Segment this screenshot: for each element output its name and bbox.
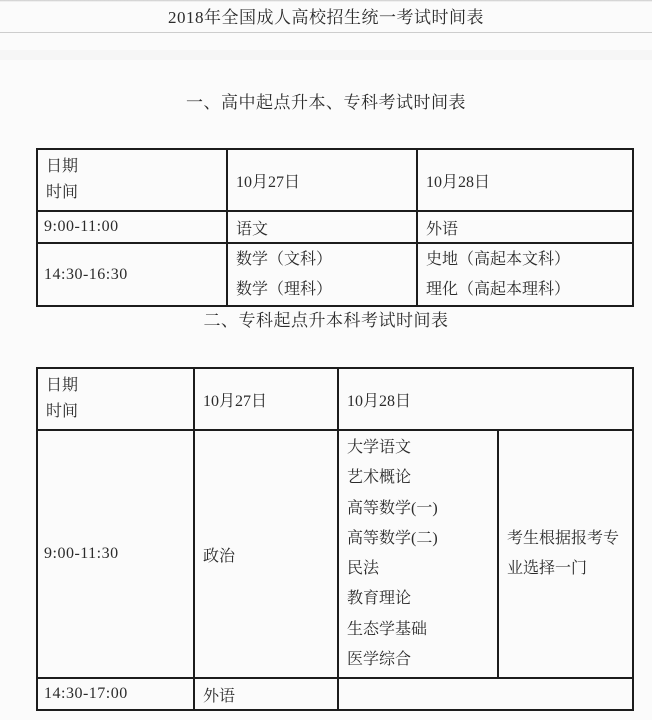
- subject-item: 大学语文: [347, 439, 412, 456]
- table2-afternoon-row: [37, 678, 633, 710]
- table1-afternoon-row: [37, 243, 633, 306]
- table1-morning-time: 9:00-11:00: [37, 211, 227, 243]
- table2-afternoon-oct27-subject: 外语: [194, 678, 338, 710]
- table2-morning-oct28-subject-list: [338, 430, 498, 678]
- time-label: 时间: [46, 184, 79, 201]
- table1-header-cell-oct28: 10月28日: [417, 149, 633, 211]
- subject-item: 生态学基础: [347, 620, 428, 638]
- table2-header-row: [37, 368, 633, 430]
- table2-morning-row: [37, 430, 633, 678]
- table-highschool-start: [36, 148, 634, 307]
- subject-line: 数学（文科）: [236, 250, 333, 268]
- table1-afternoon-oct27-subjects: [227, 243, 417, 306]
- subject-item: 教育理论: [347, 590, 412, 608]
- date-label: 日期: [46, 377, 79, 394]
- table-college-start: [36, 367, 634, 711]
- table2-morning-note: 考生根据报考专业选择一门: [498, 430, 633, 678]
- subject-line: 数学（理科）: [236, 280, 333, 298]
- table1-morning-oct28-subject: 外语: [417, 211, 633, 243]
- table1-morning-row: [37, 211, 633, 243]
- table1-header-cell-date-time: [37, 149, 227, 211]
- table1-header-cell-oct27: 10月27日: [227, 149, 417, 211]
- section2-heading: 二、专科起点升本科考试时间表: [203, 311, 449, 330]
- table2-header-cell-oct27: 10月27日: [194, 368, 338, 430]
- subject-item: 高等数学(一): [347, 499, 438, 517]
- scan-artifact-streak: [0, 50, 652, 60]
- table1-afternoon-oct28-subjects: [417, 243, 633, 306]
- table2-morning-oct27-subject: 政治: [194, 430, 338, 678]
- subject-line: 理化（高起本理科）: [426, 280, 571, 298]
- document-title: 2018年全国成人高校招生统一考试时间表: [168, 8, 484, 27]
- subject-line: 史地（高起本文科）: [426, 250, 571, 268]
- subject-item: 高等数学(二): [347, 529, 438, 547]
- section1-heading: 一、高中起点升本、专科考试时间表: [186, 93, 466, 112]
- table2-afternoon-oct28-empty: [338, 678, 633, 710]
- subject-item: 医学综合: [347, 651, 412, 669]
- table1-morning-oct27-subject: 语文: [227, 211, 417, 243]
- table1-header-row: [37, 149, 633, 211]
- subject-item: 艺术概论: [347, 469, 412, 487]
- table2-header-cell-oct28: 10月28日: [338, 368, 633, 430]
- subject-item: 民法: [347, 560, 380, 578]
- table2-afternoon-time: 14:30-17:00: [37, 678, 194, 710]
- date-label: 日期: [46, 158, 79, 175]
- table2-morning-time: 9:00-11:30: [37, 430, 194, 678]
- scan-artifact-top-edge: [0, 0, 652, 2]
- title-underline: [0, 32, 652, 33]
- table2-header-cell-date-time: [37, 368, 194, 430]
- table1-afternoon-time: 14:30-16:30: [37, 243, 227, 306]
- time-label: 时间: [46, 403, 79, 420]
